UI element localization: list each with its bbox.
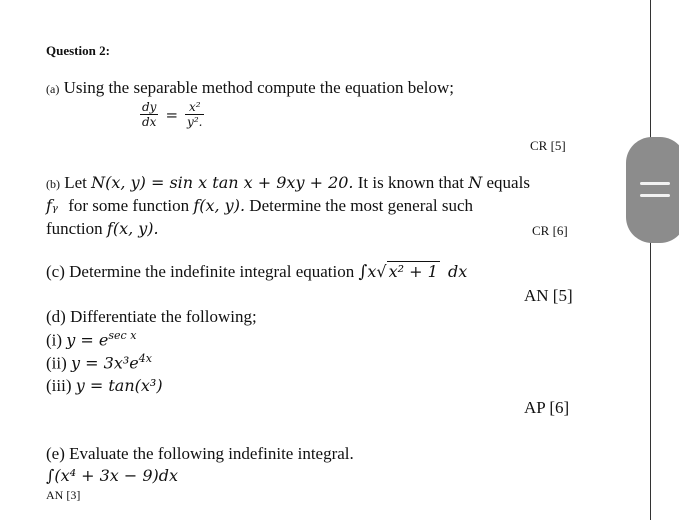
part-b-line-2 bbox=[46, 196, 473, 216]
item-iii-label: (iii) bbox=[46, 376, 72, 395]
part-b-line-3 bbox=[46, 219, 159, 239]
part-a-lhs-fraction bbox=[140, 100, 158, 129]
part-a-mark: CR [5] bbox=[530, 138, 566, 153]
part-d-item-i bbox=[46, 329, 136, 351]
part-c-mark: AN [5] bbox=[524, 286, 573, 305]
part-c-text: (c) Determine the indefinite integral equation bbox=[46, 262, 355, 281]
part-b-text-some-function: for some function bbox=[68, 196, 190, 215]
item-iii-math: y = tan(x³) bbox=[75, 376, 163, 395]
part-b-fy: fᵧ bbox=[46, 196, 58, 215]
part-e-mark: AN [3] bbox=[46, 488, 81, 502]
equals-sign: = bbox=[165, 105, 179, 124]
item-i-math: y = e bbox=[66, 330, 109, 350]
part-a-text: Using the separable method compute the equation below; bbox=[63, 78, 454, 97]
part-a-label: (a) bbox=[46, 82, 60, 96]
radical-sign-icon: √ bbox=[376, 262, 387, 281]
part-b-f-xy-final: f(x, y). bbox=[106, 219, 159, 238]
part-e-integral: ∫(x⁴ + 3x − 9)dx bbox=[46, 466, 179, 485]
part-b-label: (b) bbox=[46, 177, 60, 191]
part-b-text-let: Let bbox=[64, 173, 87, 192]
part-b-line-1 bbox=[46, 173, 530, 193]
part-c-dx: dx bbox=[448, 262, 468, 281]
handle-grip-icon bbox=[640, 194, 670, 197]
part-b-mark: CR [6] bbox=[532, 223, 568, 238]
item-ii-label: (ii) bbox=[46, 353, 67, 373]
part-c-line bbox=[46, 262, 467, 282]
item-i-label: (i) bbox=[46, 330, 63, 350]
part-d-item-iii bbox=[46, 376, 163, 396]
part-b-f-xy: f(x, y). bbox=[193, 196, 246, 215]
item-ii-math: y = 3x³e bbox=[71, 353, 139, 373]
rhs-denominator: y². bbox=[187, 115, 203, 129]
question-title: Question 2: bbox=[46, 43, 110, 58]
part-b-function-n: N(x, y) = sin x tan x + 9xy + 20. bbox=[91, 173, 354, 192]
part-b-text-determine: Determine the most general such bbox=[249, 196, 474, 215]
part-a-rhs-fraction bbox=[185, 100, 204, 129]
handle-grip-icon bbox=[640, 182, 670, 185]
item-ii-exponent: 4x bbox=[138, 352, 152, 365]
part-a-prompt bbox=[46, 78, 454, 98]
square-root bbox=[376, 262, 439, 281]
side-panel-handle[interactable] bbox=[626, 137, 679, 243]
part-b-text-known: It is known that bbox=[357, 173, 465, 192]
integrand-x: x bbox=[367, 262, 377, 281]
integral-sign: ∫ bbox=[358, 262, 368, 282]
part-e-text: (e) Evaluate the following indefinite integral. bbox=[46, 444, 354, 463]
part-b-symbol-n: N bbox=[468, 173, 483, 192]
lhs-denominator: dx bbox=[142, 115, 157, 129]
radicand: x² + 1 bbox=[388, 262, 438, 281]
part-d-text: (d) Differentiate the following; bbox=[46, 307, 257, 326]
rhs-numerator: x² bbox=[185, 100, 204, 115]
item-i-exponent: sec x bbox=[108, 329, 137, 342]
part-b-text-equals: equals bbox=[486, 173, 530, 192]
page-edge-divider bbox=[650, 0, 651, 520]
part-b-text-function: function bbox=[46, 219, 103, 238]
part-a-equation bbox=[140, 100, 204, 129]
part-d-mark: AP [6] bbox=[524, 398, 570, 417]
part-d-item-ii bbox=[46, 352, 152, 374]
lhs-numerator: dy bbox=[142, 100, 157, 114]
